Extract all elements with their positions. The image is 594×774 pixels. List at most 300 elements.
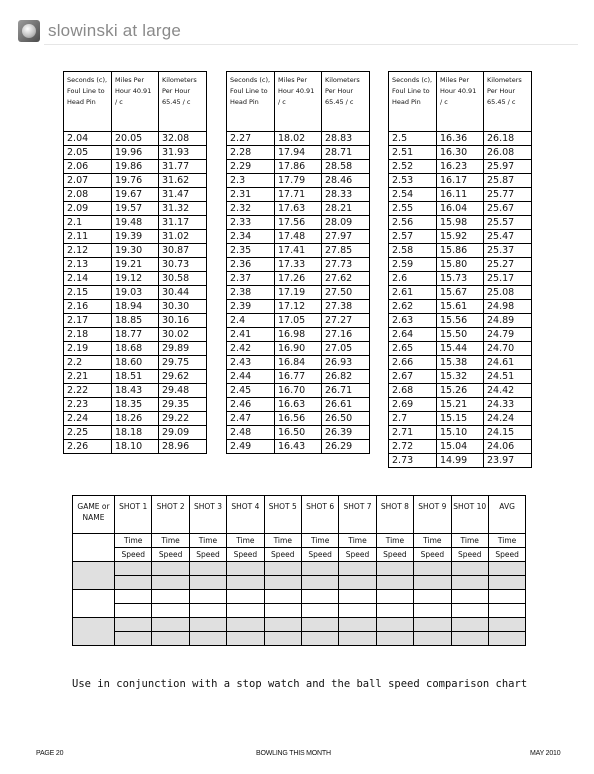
seconds-cell: 2.1 xyxy=(64,216,112,230)
entry-cell[interactable] xyxy=(189,604,226,618)
seconds-cell: 2.73 xyxy=(389,454,437,468)
table-row xyxy=(389,146,532,160)
speed-label-cell: Speed xyxy=(264,548,301,562)
table-row xyxy=(64,132,207,146)
mph-cell: 15.61 xyxy=(437,300,484,314)
kph-cell: 26.71 xyxy=(322,384,370,398)
seconds-cell: 2.06 xyxy=(64,160,112,174)
speed-label-cell: Speed xyxy=(115,548,152,562)
entry-cell[interactable] xyxy=(339,590,376,604)
kph-cell: 27.05 xyxy=(322,342,370,356)
mph-cell: 16.56 xyxy=(275,412,322,426)
table-row xyxy=(227,244,370,258)
seconds-cell: 2.56 xyxy=(389,216,437,230)
time-label-cell: Time xyxy=(451,534,488,548)
seconds-cell: 2.24 xyxy=(64,412,112,426)
header-row xyxy=(227,72,370,132)
seconds-cell: 2.26 xyxy=(64,440,112,454)
mph-cell: 15.73 xyxy=(437,272,484,286)
mph-cell: 16.90 xyxy=(275,342,322,356)
mph-cell: 19.21 xyxy=(112,258,159,272)
mph-cell: 19.67 xyxy=(112,188,159,202)
kph-cell: 28.71 xyxy=(322,146,370,160)
usage-note: Use in conjunction with a stop watch and the ball speed comparison chart xyxy=(72,678,528,690)
kph-cell: 24.98 xyxy=(484,300,532,314)
table-row xyxy=(227,356,370,370)
kph-cell: 27.62 xyxy=(322,272,370,286)
entry-cell[interactable] xyxy=(376,632,413,646)
mph-cell: 19.48 xyxy=(112,216,159,230)
kph-cell: 26.93 xyxy=(322,356,370,370)
log-row xyxy=(73,632,526,646)
entry-cell[interactable] xyxy=(451,632,488,646)
seconds-cell: 2.21 xyxy=(64,370,112,384)
kph-header: Kilometers Per Hour 65.45 / c xyxy=(484,72,532,132)
entry-cell[interactable] xyxy=(301,576,338,590)
mph-cell: 16.84 xyxy=(275,356,322,370)
table-row xyxy=(227,230,370,244)
mph-cell: 16.43 xyxy=(275,440,322,454)
mph-cell: 19.30 xyxy=(112,244,159,258)
table-row xyxy=(64,412,207,426)
seconds-cell: 2.48 xyxy=(227,426,275,440)
entry-cell[interactable] xyxy=(264,632,301,646)
table-row xyxy=(227,384,370,398)
entry-cell[interactable] xyxy=(301,604,338,618)
entry-cell[interactable] xyxy=(376,562,413,576)
entry-cell[interactable] xyxy=(339,604,376,618)
table-row xyxy=(64,174,207,188)
mph-cell: 19.12 xyxy=(112,272,159,286)
entry-cell[interactable] xyxy=(227,632,264,646)
seconds-cell: 2.07 xyxy=(64,174,112,188)
kph-cell: 30.73 xyxy=(159,258,207,272)
seconds-cell: 2.13 xyxy=(64,258,112,272)
seconds-cell: 2.65 xyxy=(389,342,437,356)
log-row xyxy=(73,534,526,548)
seconds-cell: 2.67 xyxy=(389,370,437,384)
kph-cell: 26.29 xyxy=(322,440,370,454)
mph-cell: 16.36 xyxy=(437,132,484,146)
log-row xyxy=(73,590,526,604)
seconds-header: Seconds (c), Foul Line to Head Pin xyxy=(64,72,112,132)
entry-cell[interactable] xyxy=(115,632,152,646)
mph-cell: 15.10 xyxy=(437,426,484,440)
table-row xyxy=(389,258,532,272)
entry-cell[interactable] xyxy=(339,576,376,590)
page-header xyxy=(18,20,578,50)
seconds-cell: 2.05 xyxy=(64,146,112,160)
table-row xyxy=(389,188,532,202)
mph-cell: 18.02 xyxy=(275,132,322,146)
entry-cell[interactable] xyxy=(152,632,189,646)
table-row xyxy=(227,314,370,328)
entry-cell[interactable] xyxy=(264,562,301,576)
mph-cell: 19.86 xyxy=(112,160,159,174)
entry-cell[interactable] xyxy=(376,618,413,632)
log-row xyxy=(73,548,526,562)
entry-cell[interactable] xyxy=(189,576,226,590)
mph-cell: 18.68 xyxy=(112,342,159,356)
kph-cell: 31.77 xyxy=(159,160,207,174)
entry-cell[interactable] xyxy=(264,576,301,590)
seconds-cell: 2.49 xyxy=(227,440,275,454)
speed-table-3 xyxy=(388,71,532,468)
kph-cell: 25.08 xyxy=(484,286,532,300)
seconds-cell: 2.68 xyxy=(389,384,437,398)
footer-magazine: BOWLING THIS MONTH xyxy=(256,750,331,757)
mph-cell: 18.43 xyxy=(112,384,159,398)
table-row xyxy=(64,244,207,258)
entry-cell[interactable] xyxy=(414,632,451,646)
mph-cell: 15.32 xyxy=(437,370,484,384)
table-row xyxy=(227,132,370,146)
brand-title: slowinski at large xyxy=(48,21,182,40)
seconds-cell: 2.12 xyxy=(64,244,112,258)
entry-cell[interactable] xyxy=(115,618,152,632)
mph-cell: 16.30 xyxy=(437,146,484,160)
kph-cell: 26.08 xyxy=(484,146,532,160)
table-row xyxy=(389,440,532,454)
kph-cell: 26.39 xyxy=(322,426,370,440)
seconds-cell: 2.29 xyxy=(227,160,275,174)
log-row xyxy=(73,604,526,618)
seconds-cell: 2.42 xyxy=(227,342,275,356)
kph-cell: 30.44 xyxy=(159,286,207,300)
entry-cell[interactable] xyxy=(189,632,226,646)
speed-label-cell: Speed xyxy=(414,548,451,562)
speed-log-table xyxy=(72,495,526,646)
time-label-cell: Time xyxy=(115,534,152,548)
mph-cell: 15.92 xyxy=(437,230,484,244)
table-row xyxy=(64,300,207,314)
kph-cell: 25.97 xyxy=(484,160,532,174)
entry-cell[interactable] xyxy=(189,618,226,632)
entry-cell[interactable] xyxy=(376,576,413,590)
mph-cell: 19.39 xyxy=(112,230,159,244)
mph-cell: 18.85 xyxy=(112,314,159,328)
kph-cell: 30.58 xyxy=(159,272,207,286)
table-row xyxy=(227,146,370,160)
entry-cell[interactable] xyxy=(301,632,338,646)
table-row xyxy=(64,440,207,454)
table-row xyxy=(389,244,532,258)
entry-cell[interactable] xyxy=(227,590,264,604)
mph-cell: 18.18 xyxy=(112,426,159,440)
entry-cell[interactable] xyxy=(414,590,451,604)
mph-cell: 15.56 xyxy=(437,314,484,328)
game-name-cell[interactable] xyxy=(73,534,115,562)
table-row xyxy=(227,188,370,202)
seconds-header: Seconds (c), Foul Line to Head Pin xyxy=(389,72,437,132)
kph-cell: 31.47 xyxy=(159,188,207,202)
kph-cell: 23.97 xyxy=(484,454,532,468)
entry-cell[interactable] xyxy=(339,632,376,646)
entry-cell[interactable] xyxy=(488,590,525,604)
entry-cell[interactable] xyxy=(451,590,488,604)
seconds-cell: 2.08 xyxy=(64,188,112,202)
mph-cell: 15.86 xyxy=(437,244,484,258)
entry-cell[interactable] xyxy=(152,562,189,576)
mph-cell: 15.38 xyxy=(437,356,484,370)
seconds-cell: 2.32 xyxy=(227,202,275,216)
table-row xyxy=(64,286,207,300)
kph-cell: 30.87 xyxy=(159,244,207,258)
time-label-cell: Time xyxy=(189,534,226,548)
mph-header: Miles Per Hour 40.91 / c xyxy=(437,72,484,132)
seconds-cell: 2.41 xyxy=(227,328,275,342)
entry-cell[interactable] xyxy=(227,576,264,590)
entry-cell[interactable] xyxy=(451,562,488,576)
kph-cell: 28.58 xyxy=(322,160,370,174)
seconds-cell: 2.64 xyxy=(389,328,437,342)
seconds-cell: 2.59 xyxy=(389,258,437,272)
table-row xyxy=(64,384,207,398)
seconds-cell: 2.27 xyxy=(227,132,275,146)
entry-cell[interactable] xyxy=(488,562,525,576)
entry-cell[interactable] xyxy=(488,632,525,646)
mph-cell: 17.41 xyxy=(275,244,322,258)
speed-label-cell: Speed xyxy=(227,548,264,562)
entry-cell[interactable] xyxy=(451,618,488,632)
table-row xyxy=(64,202,207,216)
mph-cell: 15.50 xyxy=(437,328,484,342)
seconds-cell: 2.43 xyxy=(227,356,275,370)
mph-cell: 17.48 xyxy=(275,230,322,244)
entry-cell[interactable] xyxy=(339,618,376,632)
game-name-cell[interactable] xyxy=(73,562,115,590)
kph-cell: 29.48 xyxy=(159,384,207,398)
entry-cell[interactable] xyxy=(301,590,338,604)
kph-cell: 24.89 xyxy=(484,314,532,328)
time-label-cell: Time xyxy=(301,534,338,548)
seconds-cell: 2.15 xyxy=(64,286,112,300)
entry-cell[interactable] xyxy=(301,562,338,576)
seconds-cell: 2.22 xyxy=(64,384,112,398)
kph-cell: 29.09 xyxy=(159,426,207,440)
table-row xyxy=(227,426,370,440)
seconds-cell: 2.37 xyxy=(227,272,275,286)
entry-cell[interactable] xyxy=(189,562,226,576)
shot-column-header: SHOT 10 xyxy=(451,496,488,534)
mph-cell: 16.11 xyxy=(437,188,484,202)
kph-cell: 31.17 xyxy=(159,216,207,230)
entry-cell[interactable] xyxy=(488,618,525,632)
mph-cell: 17.71 xyxy=(275,188,322,202)
kph-cell: 24.79 xyxy=(484,328,532,342)
entry-cell[interactable] xyxy=(227,618,264,632)
table-row xyxy=(227,398,370,412)
mph-cell: 18.94 xyxy=(112,300,159,314)
seconds-cell: 2.55 xyxy=(389,202,437,216)
kph-cell: 24.06 xyxy=(484,440,532,454)
entry-cell[interactable] xyxy=(152,604,189,618)
mph-cell: 16.23 xyxy=(437,160,484,174)
shot-column-header: SHOT 3 xyxy=(189,496,226,534)
kph-cell: 25.67 xyxy=(484,202,532,216)
mph-cell: 19.03 xyxy=(112,286,159,300)
entry-cell[interactable] xyxy=(414,604,451,618)
seconds-cell: 2.17 xyxy=(64,314,112,328)
table-row xyxy=(389,132,532,146)
mph-cell: 19.57 xyxy=(112,202,159,216)
entry-cell[interactable] xyxy=(339,562,376,576)
table-row xyxy=(64,426,207,440)
table-row xyxy=(64,356,207,370)
kph-cell: 27.50 xyxy=(322,286,370,300)
kph-cell: 24.70 xyxy=(484,342,532,356)
entry-cell[interactable] xyxy=(152,576,189,590)
mph-cell: 15.44 xyxy=(437,342,484,356)
entry-cell[interactable] xyxy=(264,618,301,632)
mph-cell: 16.98 xyxy=(275,328,322,342)
entry-cell[interactable] xyxy=(227,562,264,576)
speed-label-cell: Speed xyxy=(339,548,376,562)
seconds-cell: 2.57 xyxy=(389,230,437,244)
table-row xyxy=(227,440,370,454)
globe-logo-icon xyxy=(18,20,40,42)
kph-cell: 29.75 xyxy=(159,356,207,370)
entry-cell[interactable] xyxy=(152,618,189,632)
kph-cell: 24.51 xyxy=(484,370,532,384)
kph-cell: 24.61 xyxy=(484,356,532,370)
seconds-cell: 2.44 xyxy=(227,370,275,384)
table-row xyxy=(227,300,370,314)
time-label-cell: Time xyxy=(152,534,189,548)
entry-cell[interactable] xyxy=(451,576,488,590)
mph-cell: 14.99 xyxy=(437,454,484,468)
speed-label-cell: Speed xyxy=(488,548,525,562)
time-label-cell: Time xyxy=(488,534,525,548)
mph-cell: 16.17 xyxy=(437,174,484,188)
seconds-cell: 2.47 xyxy=(227,412,275,426)
table-row xyxy=(389,286,532,300)
entry-cell[interactable] xyxy=(488,576,525,590)
mph-cell: 19.76 xyxy=(112,174,159,188)
mph-cell: 15.80 xyxy=(437,258,484,272)
mph-cell: 17.56 xyxy=(275,216,322,230)
kph-cell: 28.33 xyxy=(322,188,370,202)
time-label-cell: Time xyxy=(376,534,413,548)
seconds-cell: 2.39 xyxy=(227,300,275,314)
entry-cell[interactable] xyxy=(414,562,451,576)
header-divider xyxy=(44,44,578,45)
entry-cell[interactable] xyxy=(451,604,488,618)
seconds-cell: 2.38 xyxy=(227,286,275,300)
table-row xyxy=(64,188,207,202)
kph-cell: 31.93 xyxy=(159,146,207,160)
entry-cell[interactable] xyxy=(115,576,152,590)
table-row xyxy=(227,342,370,356)
seconds-cell: 2.34 xyxy=(227,230,275,244)
kph-cell: 30.30 xyxy=(159,300,207,314)
seconds-cell: 2.25 xyxy=(64,426,112,440)
shot-column-header: SHOT 2 xyxy=(152,496,189,534)
seconds-cell: 2.52 xyxy=(389,160,437,174)
entry-cell[interactable] xyxy=(414,618,451,632)
kph-header: Kilometers Per Hour 65.45 / c xyxy=(159,72,207,132)
seconds-cell: 2.45 xyxy=(227,384,275,398)
seconds-cell: 2.51 xyxy=(389,146,437,160)
entry-cell[interactable] xyxy=(376,590,413,604)
seconds-cell: 2.62 xyxy=(389,300,437,314)
mph-header: Miles Per Hour 40.91 / c xyxy=(275,72,322,132)
entry-cell[interactable] xyxy=(115,590,152,604)
speed-label-cell: Speed xyxy=(301,548,338,562)
seconds-cell: 2.2 xyxy=(64,356,112,370)
game-name-cell[interactable] xyxy=(73,590,115,618)
seconds-cell: 2.11 xyxy=(64,230,112,244)
kph-cell: 27.97 xyxy=(322,230,370,244)
seconds-cell: 2.61 xyxy=(389,286,437,300)
table-row xyxy=(64,398,207,412)
entry-cell[interactable] xyxy=(414,576,451,590)
entry-cell[interactable] xyxy=(152,590,189,604)
table-row xyxy=(389,160,532,174)
entry-cell[interactable] xyxy=(301,618,338,632)
seconds-cell: 2.46 xyxy=(227,398,275,412)
seconds-cell: 2.14 xyxy=(64,272,112,286)
mph-cell: 18.10 xyxy=(112,440,159,454)
entry-cell[interactable] xyxy=(115,562,152,576)
mph-cell: 18.77 xyxy=(112,328,159,342)
mph-header: Miles Per Hour 40.91 / c xyxy=(112,72,159,132)
kph-cell: 28.21 xyxy=(322,202,370,216)
table-row xyxy=(227,174,370,188)
entry-cell[interactable] xyxy=(376,604,413,618)
entry-cell[interactable] xyxy=(488,604,525,618)
kph-cell: 27.16 xyxy=(322,328,370,342)
seconds-cell: 2.3 xyxy=(227,174,275,188)
kph-cell: 31.32 xyxy=(159,202,207,216)
time-label-cell: Time xyxy=(339,534,376,548)
entry-cell[interactable] xyxy=(264,604,301,618)
seconds-cell: 2.58 xyxy=(389,244,437,258)
entry-cell[interactable] xyxy=(227,604,264,618)
seconds-cell: 2.6 xyxy=(389,272,437,286)
table-row xyxy=(389,356,532,370)
kph-cell: 29.89 xyxy=(159,342,207,356)
table-row xyxy=(64,328,207,342)
game-name-header: GAME or NAME xyxy=(73,496,115,534)
entry-cell[interactable] xyxy=(189,590,226,604)
table-row xyxy=(64,272,207,286)
game-name-cell[interactable] xyxy=(73,618,115,646)
kph-cell: 28.96 xyxy=(159,440,207,454)
mph-cell: 17.94 xyxy=(275,146,322,160)
footer-date: MAY 2010 xyxy=(530,750,561,757)
mph-cell: 20.05 xyxy=(112,132,159,146)
table-row xyxy=(64,160,207,174)
speed-label-cell: Speed xyxy=(152,548,189,562)
mph-cell: 17.12 xyxy=(275,300,322,314)
seconds-cell: 2.53 xyxy=(389,174,437,188)
kph-cell: 25.17 xyxy=(484,272,532,286)
mph-cell: 17.33 xyxy=(275,258,322,272)
speed-table-1 xyxy=(63,71,207,454)
kph-cell: 30.16 xyxy=(159,314,207,328)
kph-header: Kilometers Per Hour 65.45 / c xyxy=(322,72,370,132)
mph-cell: 17.19 xyxy=(275,286,322,300)
kph-cell: 25.47 xyxy=(484,230,532,244)
kph-cell: 27.38 xyxy=(322,300,370,314)
time-label-cell: Time xyxy=(264,534,301,548)
table-row xyxy=(389,342,532,356)
kph-cell: 25.37 xyxy=(484,244,532,258)
entry-cell[interactable] xyxy=(264,590,301,604)
entry-cell[interactable] xyxy=(115,604,152,618)
kph-cell: 25.77 xyxy=(484,188,532,202)
